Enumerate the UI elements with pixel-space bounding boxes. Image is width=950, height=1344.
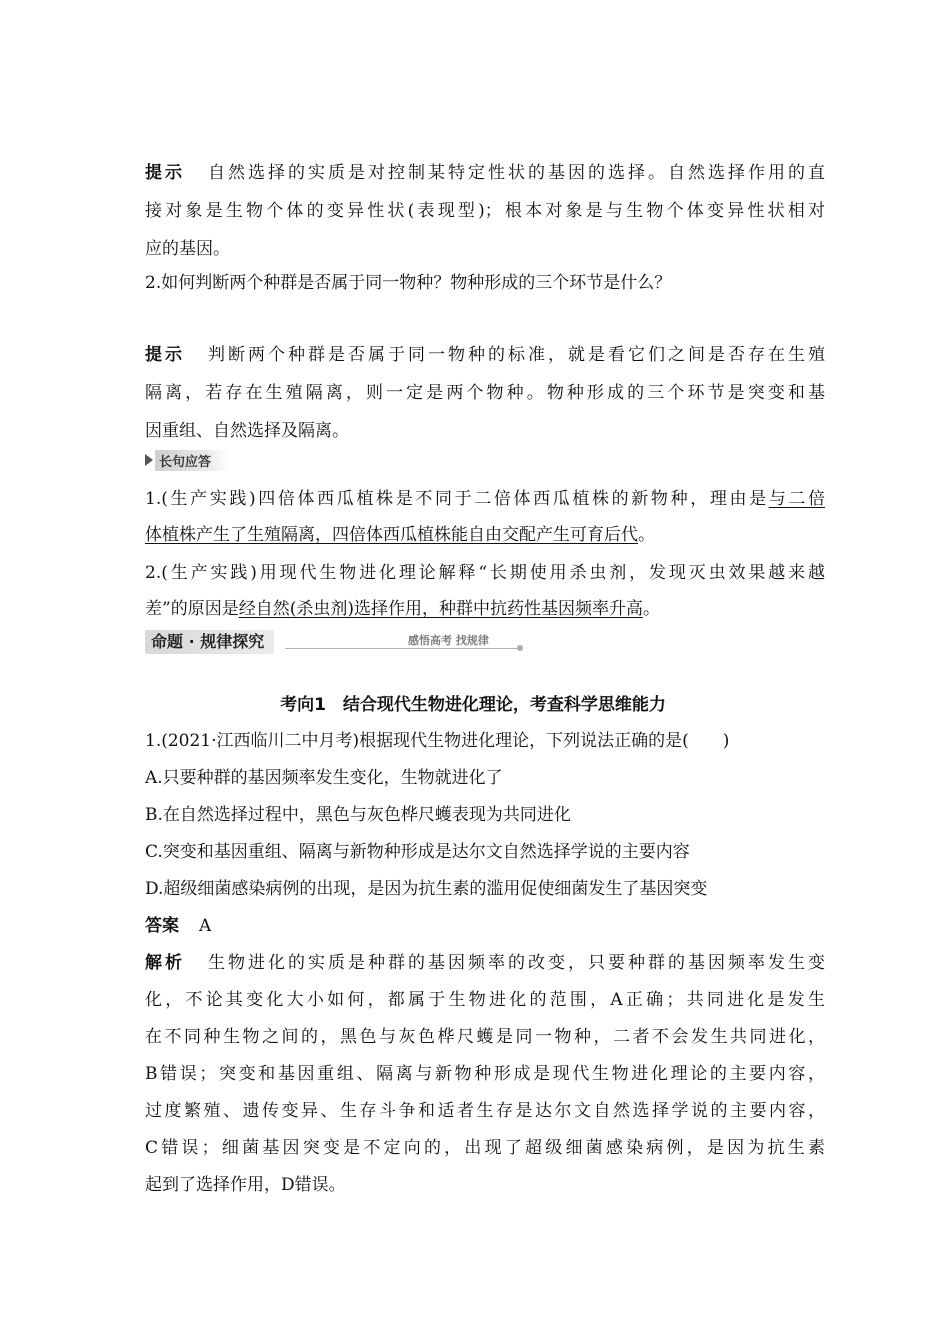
option-c: C.突变和基因重组、隔离与新物种形成是达尔文自然选择学说的主要内容 (145, 842, 690, 862)
option-b: B.在自然选择过程中，黑色与灰色桦尺蠖表现为共同进化 (145, 805, 571, 825)
section-title: 命题 · 规律探究 (145, 630, 274, 654)
triangle-icon (145, 454, 153, 466)
long-answer-2-line-2: 差”的原因是经自然(杀虫剂)选择作用，种群中抗药性基因频率升高。 (145, 599, 660, 619)
hint1-line-3: 应的基因。 (145, 239, 230, 259)
question-stem: 1.(2021·江西临川二中月考)根据现代生物进化理论，下列说法正确的是( ) (145, 731, 730, 751)
hint-label: 提示 (145, 163, 185, 183)
long-answer-1-line-2: 体植株产生了生殖隔离，四倍体西瓜植株能自由交配产生可育后代。 (145, 525, 655, 545)
hint1-line-2: 接对象是生物个体的变异性状(表现型)；根本对象是与生物个体变异性状相对 (145, 201, 825, 221)
section-header (145, 630, 525, 656)
analysis-line-4: B错误；突变和基因重组、隔离与新物种形成是现代生物进化理论的主要内容， (145, 1064, 825, 1084)
analysis-line-5: 过度繁殖、遗传变异、生存斗争和适者生存是达尔文自然选择学说的主要内容， (145, 1101, 825, 1121)
section-subtitle: 感悟高考 找规律 (408, 634, 489, 647)
underlined-answer: 经自然(杀虫剂)选择作用，种群中抗药性基因频率升高 (238, 599, 643, 619)
analysis-line-6: C错误；细菌基因突变是不定向的，出现了超级细菌感染病例，是因为抗生素 (145, 1138, 825, 1158)
analysis-line-1: 解析 生物进化的实质是种群的基因频率的改变，只要种群的基因频率发生变 (145, 953, 825, 973)
long-answer-1-line-1: 1.(生产实践)四倍体西瓜植株是不同于二倍体西瓜植株的新物种，理由是与二倍 (145, 489, 825, 509)
hint1-line-1: 提示 自然选择的实质是对控制某特定性状的基因的选择。自然选择作用的直 (145, 163, 825, 183)
underlined-answer: 体植株产生了生殖隔离，四倍体西瓜植株能自由交配产生可育后代 (145, 525, 638, 545)
long-answer-tag: 长句应答 (145, 450, 229, 470)
long-answer-2-line-1: 2.(生产实践)用现代生物进化理论解释“长期使用杀虫剂，发现灭虫效果越来越 (145, 563, 825, 583)
section-dot (517, 645, 523, 651)
analysis-line-2: 化，不论其变化大小如何，都属于生物进化的范围，A正确；共同进化是发生 (145, 990, 825, 1010)
direction-heading: 考向1 结合现代生物进化理论，考查科学思维能力 (280, 695, 666, 715)
analysis-label: 解析 (145, 953, 185, 973)
hint2-line-2: 隔离，若存在生殖隔离，则一定是两个物种。物种形成的三个环节是突变和基 (145, 383, 825, 403)
analysis-line-7: 起到了选择作用，D错误。 (145, 1175, 346, 1195)
question-2: 2.如何判断两个种群是否属于同一物种？物种形成的三个环节是什么？ (145, 273, 672, 293)
answer-label: 答案 (145, 916, 179, 936)
answer-line (145, 913, 825, 939)
underlined-answer: 与二倍 (768, 489, 825, 509)
hint-label: 提示 (145, 345, 185, 365)
option-a: A.只要种群的基因频率发生变化，生物就进化了 (145, 768, 503, 788)
hint2-line-1: 提示 判断两个种群是否属于同一物种的标准，就是看它们之间是否存在生殖 (145, 345, 825, 365)
section-rule (285, 648, 517, 649)
option-d: D.超级细菌感染病例的出现，是因为抗生素的滥用促使细菌发生了基因突变 (145, 879, 708, 899)
hint2-line-3: 因重组、自然选择及隔离。 (145, 421, 349, 441)
analysis-line-3: 在不同种生物之间的，黑色与灰色桦尺蠖是同一物种，二者不会发生共同进化， (145, 1027, 825, 1047)
answer-value: A (199, 916, 212, 936)
